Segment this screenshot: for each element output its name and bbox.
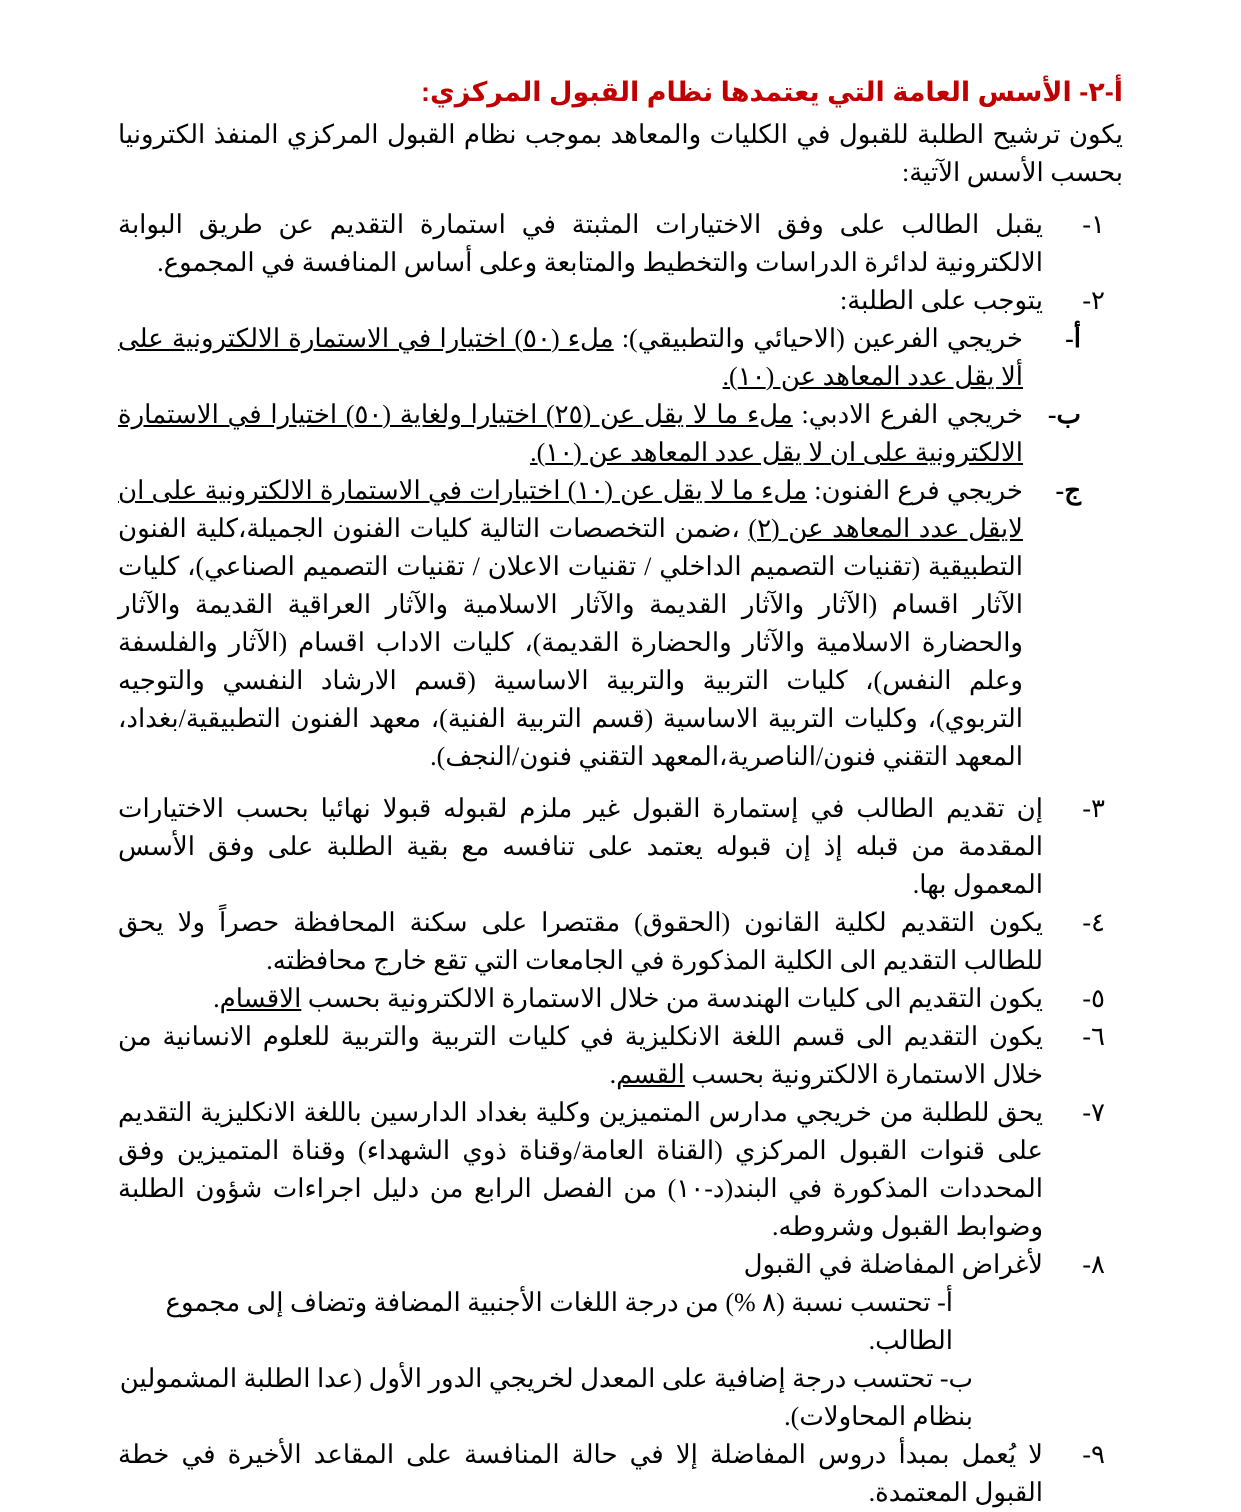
item-number: ٥- [1082,984,1105,1013]
item-underlined: القسم [616,1060,685,1089]
list-item-1 [118,206,1123,282]
spacer [118,776,1123,790]
sub-item-2b [118,396,1123,472]
sub-item-rest: ،ضمن التخصصات التالية كليات الفنون الجميلة،كلية الفنون التطبيقية (تقنيات التصميم الداخلي / تقنيات الاعلان / تقنيات التصميم الصناعي)، كليات الآثار اقسام (الآثار والآثار القديمة والآثار الاسلامية والآثار العراقية القديمة والآثار والحضارة الاسلامية والآثار والحضارة القديمة)، كليات الاداب اقسام (الآثار والفلسفة وعلم النفس)، كليات التربية والتربية الاساسية (قسم الارشاد النفسي والتوجيه التربوي)، وكليات التربية الاساسية (قسم التربية الفنية)، معهد الفنون التطبيقية/بغداد، المعهد التقني فنون/الناصرية،المعهد التقني فنون/النجف). [118,514,1023,771]
item-text: يكون التقديم الى كليات الهندسة من خلال الاستمارة الالكترونية بحسب [301,984,1043,1013]
sub-item-lead: خريجي الفرعين (الاحيائي والتطبيقي): [613,324,1023,353]
sub-item-2c [118,472,1123,776]
item-text: يكون التقديم لكلية القانون (الحقوق) مقتصرا على سكنة المحافظة حصراً ولا يحق للطالب التقديم الى الكلية المذكورة في الجامعات التي تقع خارج محافظته. [118,908,1043,975]
sub-item-2a [118,320,1123,396]
item-text: يكون التقديم الى قسم اللغة الانكليزية في كليات التربية والتربية للعلوم الانسانية من خلال الاستمارة الالكترونية بحسب [118,1022,1043,1089]
sub-item-lead: خريجي فرع الفنون: [807,476,1024,505]
list-item-6 [118,1018,1123,1094]
item-number: ٩- [1082,1440,1105,1469]
sub-item-underlined: ملء ما لا يقل عن (٢٥) اختيارا ولغاية (٥٠) اختيارا في الاستمارة الالكترونية على ان لا يقل عدد المعاهد عن (١٠). [118,400,1023,467]
item-underlined: الاقسام [219,984,302,1013]
item-text: لا يُعمل بمبدأ دروس المفاضلة إلا في حالة المنافسة على المقاعد الأخيرة في خطة القبول المعتمدة. [118,1440,1043,1507]
item-text: لأغراض المفاضلة في القبول [743,1250,1043,1279]
list-item-5 [118,980,1123,1018]
item-number: ٤- [1082,908,1105,937]
item-text: يحق للطلبة من خريجي مدارس المتميزين وكلية بغداد الدارسين باللغة الانكليزية التقديم على قنوات القبول المركزي (القناة العامة/وقناة ذوي الشهداء) وقناة المتميزين وفق المحددات المذكورة في البند(د-١٠) من الفصل الرابع من دليل اجراءات شؤون الطلبة وضوابط القبول وشروطه. [118,1098,1043,1241]
item-number: ١- [1082,210,1105,239]
sub-item-8a: أ- تحتسب نسبة (٨ %) من درجة اللغات الأجنبية المضافة وتضاف إلى مجموع الطالب. [165,1288,953,1355]
item-number: ٧- [1082,1098,1105,1127]
item-number: ٦- [1082,1022,1105,1051]
list-item-7 [118,1094,1123,1246]
list-item-9 [118,1436,1123,1512]
sub-item-8b: ب- تحتسب درجة إضافية على المعدل لخريجي الدور الأول (عدا الطلبة المشمولين بنظام المحاولات). [119,1364,973,1431]
item-number: ٢- [1082,286,1105,315]
sub-item-mark: ب- [1047,400,1081,429]
list-item-8 [118,1246,1123,1284]
item-text: يقبل الطالب على وفق الاختيارات المثبتة في استمارة التقديم عن طريق البوابة الالكترونية لدائرة الدراسات والتخطيط والمتابعة وعلى أساس المنافسة في المجموع. [118,210,1043,277]
list-item-4 [118,904,1123,980]
item-number: ٣- [1082,794,1105,823]
item-tail: . [213,984,220,1013]
sub-item-mark: ج- [1055,476,1081,505]
item-text: يتوجب على الطلبة: [840,286,1043,315]
section-heading: أ-٢- الأسس العامة التي يعتمدها نظام القبول المركزي: [421,77,1123,107]
sub-item-lead: خريجي الفرع الادبي: [792,400,1023,429]
intro-paragraph: يكون ترشيح الطلبة للقبول في الكليات والمعاهد بموجب نظام القبول المركزي المنفذ الكترونيا بحسب الأسس الآتية: [118,120,1123,187]
item-text: إن تقديم الطالب في إستمارة القبول غير ملزم لقبوله قبولا نهائيا بحسب الاختيارات المقدمة من قبله إذ إن قبوله يعتمد على تنافسه مع بقية الطلبة على وفق الأسس المعمول بها. [118,794,1043,899]
list-item-3 [118,790,1123,904]
sub-item-underlined: ملء ما لا يقل عن (١٠) اختيارات في الاستمارة الالكترونية على ان لايقل عدد المعاهد عن (٢) [118,476,1023,543]
sub-item-underlined: ملء (٥٠) اختيارا في الاستمارة الالكترونية على ألا يقل عدد المعاهد عن (١٠). [118,324,1023,391]
sub-item-mark: أ- [1065,324,1081,353]
item-number: ٨- [1082,1250,1105,1279]
item-tail: . [609,1060,617,1089]
list-item-2 [118,282,1123,320]
